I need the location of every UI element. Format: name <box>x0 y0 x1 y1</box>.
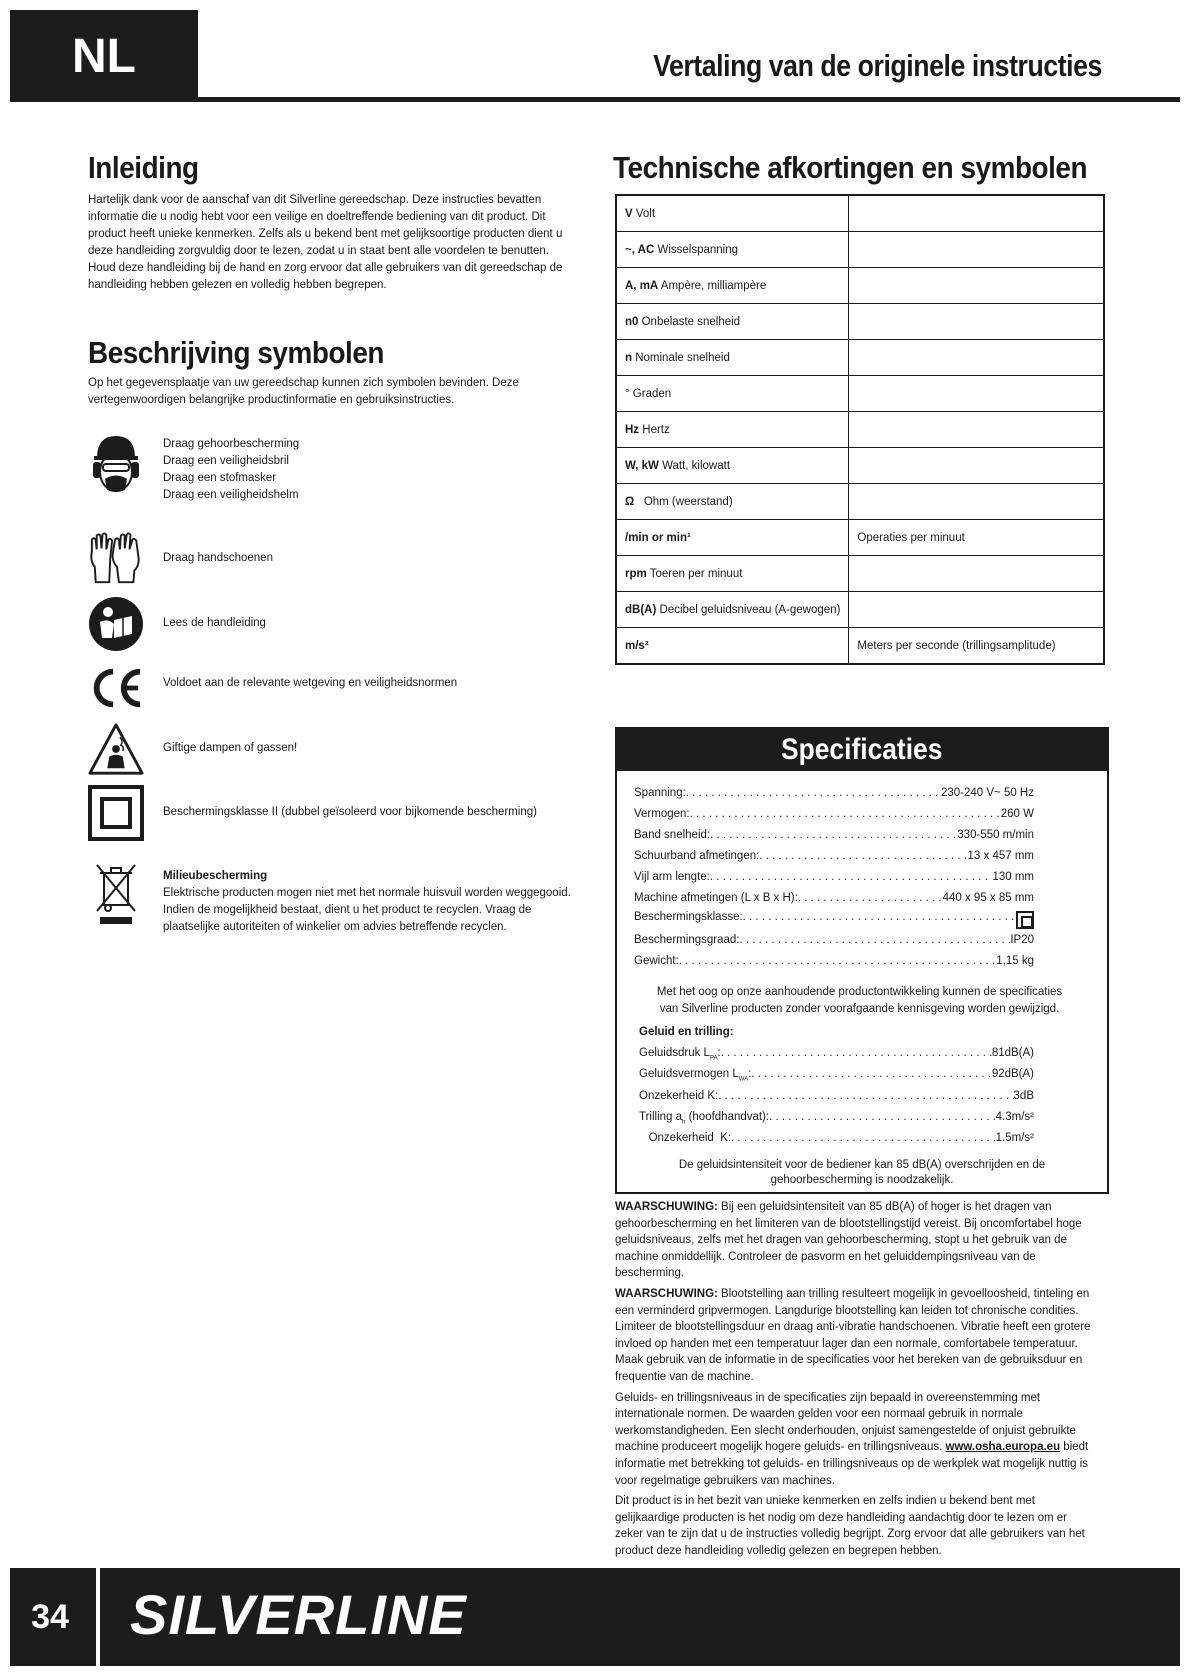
tech-desc-cell <box>849 195 1104 232</box>
tech-desc-cell: Meters per seconde (trillingsamplitude) <box>849 628 1104 665</box>
symbol-gloves <box>88 530 273 588</box>
symbol-class2-text: Beschermingsklasse II (dubbel geïsoleerd voor bijkomende bescherming) <box>163 806 537 818</box>
spec-row: Vijl arm lengte: . . . 130 mm <box>634 871 1034 883</box>
tech-row <box>616 592 1104 628</box>
warning-noise: WAARSCHUWING: Bij een geluidsintensiteit van 85 dB(A) of hoger is het dragen van gehoorbescherming en het limiteren van de blootstellingstijd vereist. Bij oncomfortabel hoge geluidsniveaus, zelfs met het dragen van gehoorbescherming, stopt u het gebruik van de machine onmiddellijk. Controleer de pasvorm en het geluiddempingsniveau van de bescherming. <box>615 1201 1082 1280</box>
spec-row: Machine afmetingen (L x B x H): . . . 440 x 95 x 85 mm <box>634 892 1034 904</box>
tech-row <box>616 412 1104 448</box>
symbol-ppe-line-2: Draag een veiligheidsbril <box>163 455 289 467</box>
symbol-gloves-text: Draag handschoenen <box>163 552 273 564</box>
tech-abbr-cell: dB(A) Decibel geluidsniveau (A-gewogen) <box>616 592 849 628</box>
tech-abbr-cell: rpm Toeren per minuut <box>616 556 849 592</box>
tech-abbr-cell: Hz Hertz <box>616 412 849 448</box>
tech-desc-cell <box>849 556 1104 592</box>
tech-row <box>616 232 1104 268</box>
tech-row <box>616 520 1104 556</box>
tech-desc-cell <box>849 232 1104 268</box>
tech-abbr-cell: ° Graden <box>616 376 849 412</box>
brand-logo: SILVERLINE <box>130 1583 467 1646</box>
gloves-icon <box>88 530 144 588</box>
specs-heading: Specificaties <box>617 729 1107 771</box>
tech-desc-cell <box>849 448 1104 484</box>
tech-desc-cell <box>849 304 1104 340</box>
spec-row: Schuurband afmetingen: . . . 13 x 457 mm <box>634 850 1034 862</box>
symbol-manual <box>88 595 266 653</box>
tech-row <box>616 628 1104 665</box>
tech-desc-cell <box>849 412 1104 448</box>
tech-row <box>616 340 1104 376</box>
symbol-toxic-text: Giftige dampen of gassen! <box>163 742 298 754</box>
symbol-ce-text: Voldoet aan de relevante wetgeving en veiligheidsnormen <box>163 677 458 689</box>
sound-row: Onzekerheid K: . . . 3dB <box>639 1090 1034 1102</box>
symbol-ppe-line-4: Draag een veiligheidshelm <box>163 489 299 501</box>
tech-row <box>616 268 1104 304</box>
tech-abbr-cell: m/s² <box>616 628 849 665</box>
weee-title: Milieubescherming <box>163 870 268 882</box>
intro-text: Hartelijk dank voor de aanschaf van dit Silverline gereedschap. Deze instructies bevatten informatie die u nodig hebt voor een veilige en doeltreffende bediening van dit product. Dit product heeft unieke kenmerken. Zelfs als u bekend bent met gelijksoortige producten dient u deze handleiding zorgvuldig door te lezen, zodat u in staat bent alle voordelen te benutten. Houd deze handleiding bij de hand en zorg ervoor dat alle gebruikers van dit gereedschap de handleiding hebben gelezen en volledig hebben begrepen. <box>88 194 563 291</box>
specs-box <box>615 727 1109 1194</box>
tech-row <box>616 448 1104 484</box>
tech-desc-cell <box>849 592 1104 628</box>
spec-row: Spanning: . . . 230-240 V~ 50 Hz <box>634 787 1034 799</box>
tech-desc-cell <box>849 340 1104 376</box>
tech-abbr-cell: ~, AC Wisselspanning <box>616 232 849 268</box>
tech-desc-cell: Operaties per minuut <box>849 520 1104 556</box>
sound-title: Geluid en trilling: <box>639 1026 734 1038</box>
spec-row: Beschermingsgraad: . . . IP20 <box>634 934 1034 946</box>
noise-vibration-info: Geluids- en trillingsniveaus in de specificaties zijn bepaald in overeenstemming met internationale normen. De waarden gelden voor een normaal gebruik in normale werkomstandigheden. Een slecht onderhouden, onjuist samengestelde of onjuist gebruikte machine produceert mogelijk hogere geluids- en trillingsniveaus. www.osha.europa.eu biedt informatie met betrekking tot geluids- en trillingsniveaus op de werkplek wat mogelijk nuttig is voor regelmatige gebruikers van machines. <box>615 1391 1089 1487</box>
page-title: Vertaling van de originele instructies <box>653 48 1102 83</box>
weee-bin-icon <box>88 864 144 922</box>
tech-desc-cell <box>849 376 1104 412</box>
read-manual-icon <box>88 595 144 653</box>
symbol-toxic <box>88 720 298 778</box>
tech-row <box>616 484 1104 520</box>
sound-row: Geluidsdruk $L_{PA}$: . . . 81dB(A) <box>639 1047 1034 1061</box>
tech-desc-cell <box>849 268 1104 304</box>
tech-desc-cell <box>849 484 1104 520</box>
tech-row <box>616 304 1104 340</box>
tech-section <box>613 150 1105 194</box>
tech-abbr-cell: V Volt <box>616 195 849 232</box>
spec-row: Vermogen: . . . 260 W <box>634 808 1034 820</box>
sound-row: Onzekerheid K: . . . 1.5m/s² <box>639 1132 1034 1144</box>
weee-text: Elektrische producten mogen niet met het normale huisvuil worden weggegooid. Indien de mogelijkheid bestaat, dient u het product te recyclen. Vraag de plaatselijke autoriteiten of winkelier om advies betreffende recyclen. <box>163 887 571 933</box>
footer-divider <box>96 1568 100 1666</box>
spec-row: Band snelheid: . . . 330-550 m/min <box>634 829 1034 841</box>
symbol-weee <box>88 864 571 933</box>
symbol-manual-text: Lees de handleiding <box>163 617 266 629</box>
tech-row <box>616 556 1104 592</box>
class-ii-mini-icon <box>1016 911 1034 929</box>
symbols-section <box>88 335 578 409</box>
closing-text: Dit product is in het bezit van unieke kenmerken en zelfs indien u bekend bent met gelijkaardige producten is het nodig om deze handleiding aandachtig door te lezen om er zeker van te zijn dat u de instructies volledig begrijpt. Zorg ervoor dat alle gebruikers van het product deze handleiding volledig gelezen en begrepen hebben. <box>615 1495 1085 1557</box>
warnings-section <box>615 1199 1095 1563</box>
symbol-ce <box>88 659 458 717</box>
sound-note: De geluidsintensiteit voor de bediener kan 85 dB(A) overschrijden en de gehoorbescherming is noodzakelijk. <box>678 1159 1046 1186</box>
tech-abbr-cell: A, mA Ampère, milliampère <box>616 268 849 304</box>
toxic-fumes-icon <box>88 720 144 778</box>
spec-row: Beschermingsklasse: . . . <box>634 911 1034 929</box>
ce-mark-icon <box>88 659 144 717</box>
tech-abbr-cell: W, kW Watt, kilowatt <box>616 448 849 484</box>
class-ii-icon <box>88 784 144 842</box>
symbol-ppe <box>88 436 300 501</box>
spec-row: Gewicht: . . . 1,15 kg <box>634 955 1034 967</box>
osha-link[interactable]: www.osha.europa.eu <box>945 1441 1061 1454</box>
intro-section <box>88 150 578 294</box>
sound-row: Trilling $a_h$ (hoofdhandvat): . . . 4.3m/s² <box>639 1111 1034 1125</box>
tech-heading: Technische afkortingen en symbolen <box>613 150 1088 185</box>
intro-heading: Inleiding <box>88 150 199 185</box>
language-badge: NL <box>10 10 198 102</box>
tech-abbr-cell: /min or min¹ <box>616 520 849 556</box>
page-footer <box>10 1568 1180 1666</box>
warning-vibration: WAARSCHUWING: Blootstelling aan trilling resulteert mogelijk in gevoelloosheid, tinteling en een verminderd gripvermogen. Langdurige blootstelling kan leiden tot chronische condities. Limiteer de blootstellingsduur en draag anti-vibratie handschoenen. Vibratie heeft een grotere invloed op handen met een temperatuur lager dan een normale, comfortabele temperatuur. Maak gebruik van de informatie in de specificaties voor het bereken van de gebruiksduur en frequentie van de machine. <box>615 1287 1091 1383</box>
symbols-heading: Beschrijving symbolen <box>88 335 385 370</box>
tech-table <box>615 194 1105 665</box>
specs-note: Met het oog op onze aanhoudende productontwikkeling kunnen de specificaties van Silverline producten zonder voorafgaande kennisgeving worden gewijzigd. <box>656 986 1063 1015</box>
tech-row <box>616 376 1104 412</box>
tech-abbr-cell: Ω Ohm (weerstand) <box>616 484 849 520</box>
header-rule <box>198 97 1180 102</box>
ppe-head-icon <box>88 436 144 494</box>
page-number: 34 <box>31 1597 69 1636</box>
tech-row <box>616 195 1104 232</box>
sound-row: Geluidsvermogen $L_{WA}$: . . . 92dB(A) <box>639 1068 1034 1082</box>
symbol-class2 <box>88 784 537 842</box>
symbols-intro-text: Op het gegevensplaatje van uw gereedschap kunnen zich symbolen bevinden. Deze vertegenwoordigen belangrijke productinformatie en gebruiksinstructies. <box>88 377 519 406</box>
symbol-ppe-line-3: Draag een stofmasker <box>163 472 277 484</box>
symbol-ppe-line-1: Draag gehoorbescherming <box>163 438 300 450</box>
page-header <box>10 10 1180 103</box>
tech-abbr-cell: n0 Onbelaste snelheid <box>616 304 849 340</box>
tech-abbr-cell: n Nominale snelheid <box>616 340 849 376</box>
